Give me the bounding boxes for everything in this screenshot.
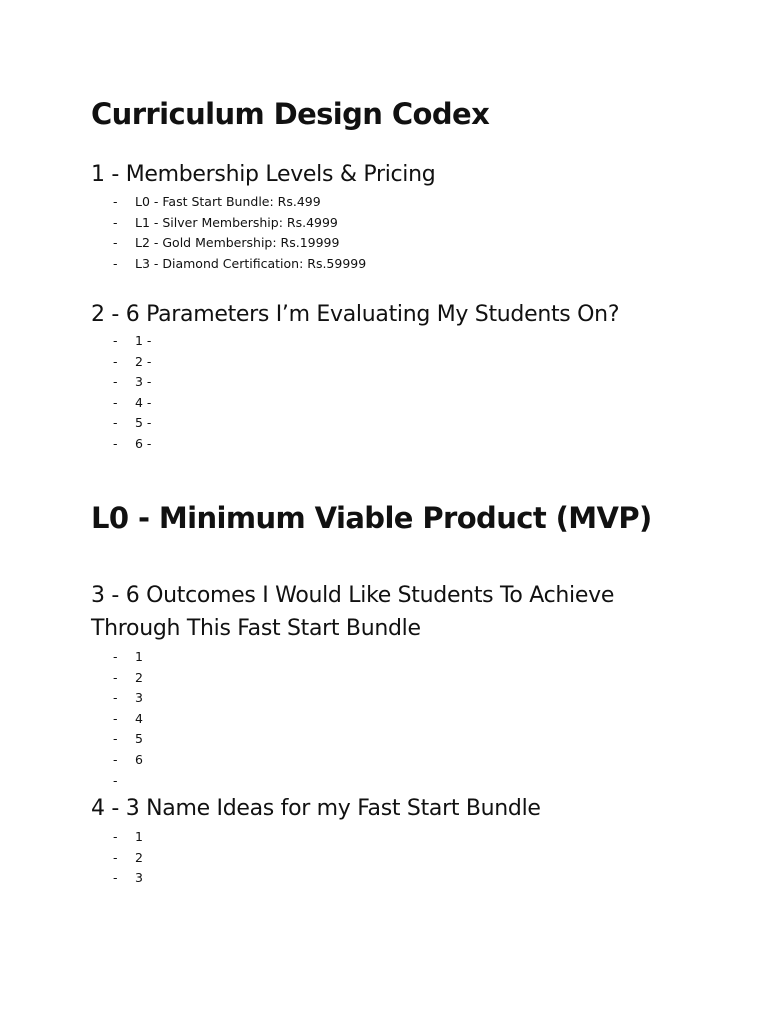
list-item: - 5 - — [113, 413, 151, 434]
mvp-title: L0 - Minimum Viable Product (MVP) — [91, 501, 652, 535]
bullet-dash: - — [113, 394, 118, 410]
bullet-dash: - — [113, 353, 118, 369]
bullet-dash: - — [113, 751, 118, 767]
bullet-dash: - — [113, 415, 118, 431]
list-item: - 6 — [113, 750, 143, 771]
section-heading-parameters: 2 - 6 Parameters I’m Evaluating My Students On? — [91, 302, 620, 327]
list-item: - L0 - Fast Start Bundle: Rs.499 — [113, 192, 366, 213]
list-item: - 4 - — [113, 393, 151, 414]
section-heading-membership: 1 - Membership Levels & Pricing — [91, 162, 436, 187]
list-item: - 5 — [113, 729, 143, 750]
bullet-dash: - — [113, 435, 118, 451]
list-item: - 4 — [113, 709, 143, 730]
bullet-dash: - — [113, 829, 118, 844]
outcomes-list — [113, 647, 143, 791]
bullet-dash: - — [113, 214, 118, 230]
list-item: - 6 - — [113, 434, 151, 455]
list-item: - L3 - Diamond Certification: Rs.59999 — [113, 254, 366, 275]
bullet-dash: - — [113, 710, 118, 726]
bullet-dash: - — [113, 235, 118, 251]
bullet-dash: - — [113, 690, 118, 706]
list-item: - 2 — [113, 848, 143, 869]
list-item: - 3 — [113, 868, 143, 889]
bullet-dash: - — [113, 333, 118, 348]
list-item — [113, 771, 143, 792]
bullet-dash: - — [113, 194, 118, 209]
list-item: - 2 — [113, 668, 143, 689]
list-item: - 2 - — [113, 352, 151, 373]
bullet-dash: - — [113, 255, 118, 271]
bullet-dash: - — [113, 374, 118, 390]
section-heading-outcomes-line2: Through This Fast Start Bundle — [91, 616, 421, 641]
bullet-dash: - — [113, 849, 118, 865]
bullet-dash: - — [113, 649, 118, 664]
bullet-dash: - — [113, 731, 118, 747]
bullet-dash: - — [113, 870, 118, 886]
list-item: - L2 - Gold Membership: Rs.19999 — [113, 233, 366, 254]
document-title: Curriculum Design Codex — [91, 97, 490, 131]
list-item: - 3 - — [113, 372, 151, 393]
list-item: - 1 — [113, 827, 143, 848]
list-item: - L1 - Silver Membership: Rs.4999 — [113, 213, 366, 234]
list-item: - 1 — [113, 647, 143, 668]
bullet-dash: - — [113, 772, 118, 788]
section-heading-outcomes-line1: 3 - 6 Outcomes I Would Like Students To Achieve — [91, 583, 615, 608]
list-item: - 3 — [113, 688, 143, 709]
membership-list — [113, 192, 366, 274]
parameters-list — [113, 331, 151, 455]
bullet-dash: - — [113, 669, 118, 685]
section-heading-name-ideas: 4 - 3 Name Ideas for my Fast Start Bundle — [91, 796, 541, 821]
list-item: - 1 - — [113, 331, 151, 352]
name-ideas-list — [113, 827, 143, 889]
